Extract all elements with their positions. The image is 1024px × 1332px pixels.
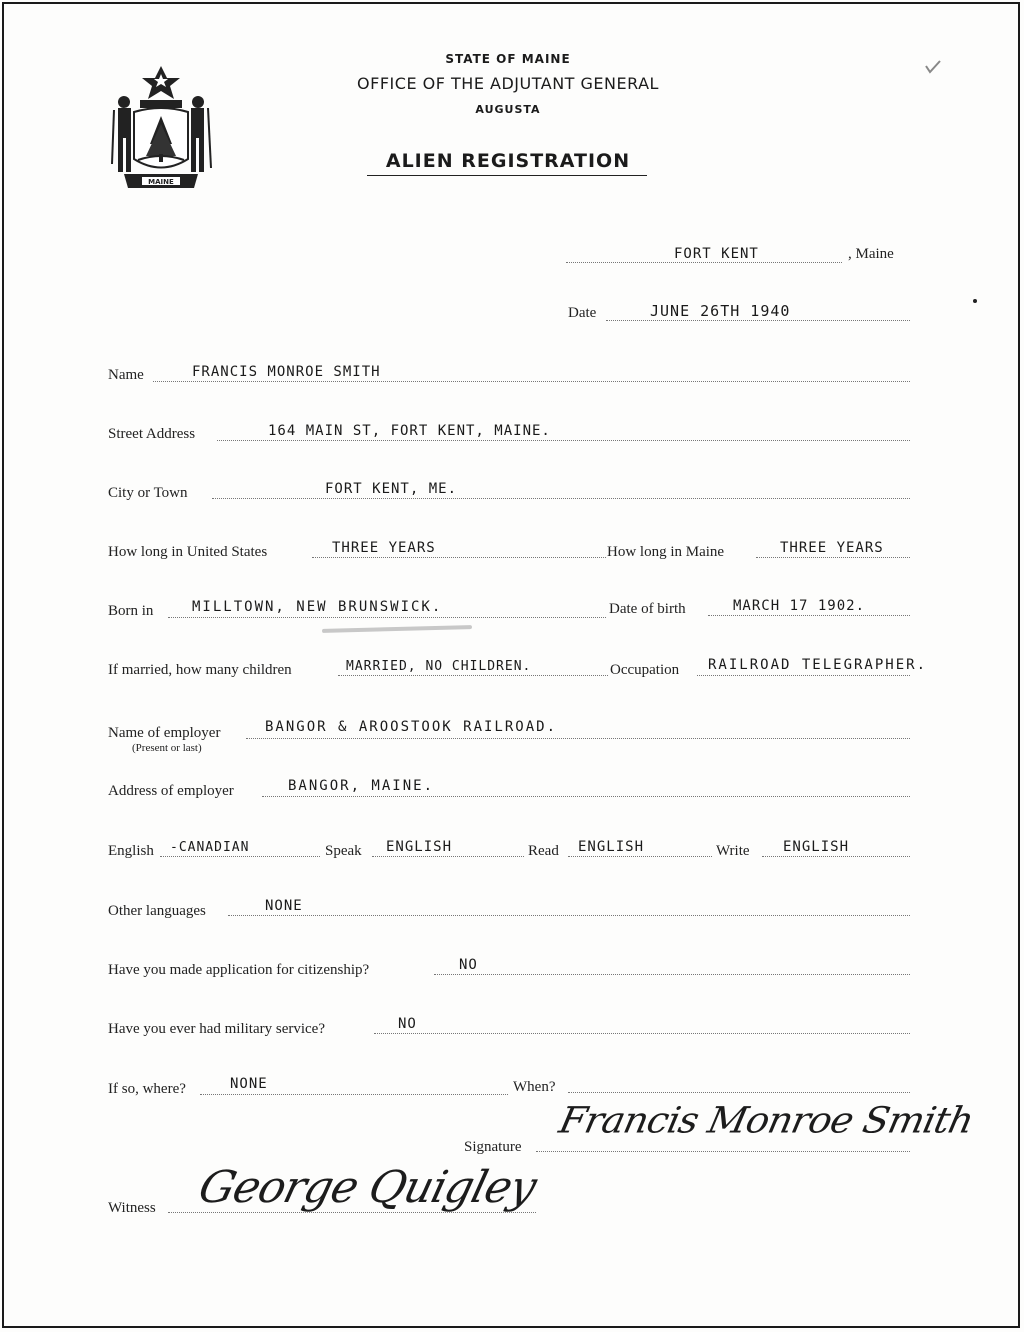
name-label: Name bbox=[108, 367, 144, 383]
other-languages-line bbox=[228, 915, 910, 916]
us-duration-label: How long in United States bbox=[108, 544, 268, 560]
military-value: NO bbox=[398, 1016, 417, 1032]
dob-line bbox=[708, 615, 910, 616]
speak-label: Speak bbox=[325, 843, 362, 859]
date-label: Date bbox=[568, 305, 597, 321]
employer-address-line bbox=[262, 796, 910, 797]
where-label: If so, where? bbox=[108, 1081, 186, 1097]
dob-label: Date of birth bbox=[609, 601, 686, 617]
witness-value: George Quigley bbox=[193, 1162, 541, 1213]
city-label: City or Town bbox=[108, 485, 188, 501]
dob-value: MARCH 17 1902. bbox=[733, 598, 866, 614]
born-value: MILLTOWN, NEW BRUNSWICK. bbox=[192, 599, 443, 615]
read-line bbox=[568, 856, 712, 857]
town-value: FORT KENT bbox=[674, 246, 759, 262]
city-line bbox=[212, 498, 910, 499]
english-label: English bbox=[108, 843, 154, 859]
occupation-label: Occupation bbox=[610, 662, 680, 678]
occupation-line bbox=[697, 675, 910, 676]
check-mark-icon bbox=[924, 58, 944, 76]
citizenship-value: NO bbox=[459, 957, 478, 973]
employer-line bbox=[246, 738, 910, 739]
write-label: Write bbox=[716, 843, 750, 859]
write-line bbox=[762, 856, 910, 857]
svg-text:MAINE: MAINE bbox=[148, 178, 174, 186]
read-value: ENGLISH bbox=[578, 839, 645, 855]
title-underline bbox=[367, 175, 647, 176]
children-line bbox=[338, 675, 608, 676]
header-office: OFFICE OF THE ADJUTANT GENERAL bbox=[357, 74, 659, 93]
date-value: JUNE 26TH 1940 bbox=[650, 302, 791, 320]
us-duration-line bbox=[312, 557, 606, 558]
born-label: Born in bbox=[108, 603, 154, 619]
signature-line bbox=[536, 1151, 910, 1152]
us-duration-value: THREE YEARS bbox=[332, 540, 436, 556]
maine-duration-line bbox=[756, 557, 910, 558]
maine-duration-label: How long in Maine bbox=[607, 544, 725, 560]
read-label: Read bbox=[528, 843, 559, 859]
street-label: Street Address bbox=[108, 426, 196, 442]
speak-line bbox=[372, 856, 524, 857]
street-value: 164 MAIN ST, FORT KENT, MAINE. bbox=[268, 423, 551, 439]
citizenship-label: Have you made application for citizenship? bbox=[108, 962, 370, 978]
ink-dot bbox=[973, 299, 977, 303]
born-line bbox=[168, 617, 606, 618]
name-line bbox=[153, 381, 910, 382]
header-city: AUGUSTA bbox=[475, 103, 541, 116]
write-value: ENGLISH bbox=[783, 839, 850, 855]
witness-label: Witness bbox=[108, 1200, 156, 1216]
where-value: NONE bbox=[230, 1076, 268, 1092]
where-line bbox=[200, 1094, 508, 1095]
signature-value: Francis Monroe Smith bbox=[555, 1099, 977, 1141]
military-label: Have you ever had military service? bbox=[108, 1021, 325, 1037]
name-value: FRANCIS MONROE SMITH bbox=[192, 364, 381, 380]
when-line bbox=[568, 1092, 910, 1093]
signature-label: Signature bbox=[464, 1139, 522, 1155]
other-languages-value: NONE bbox=[265, 898, 303, 914]
date-line bbox=[606, 320, 910, 321]
header-state: STATE OF MAINE bbox=[445, 52, 571, 66]
employer-address-value: BANGOR, MAINE. bbox=[288, 778, 435, 794]
form-title: ALIEN REGISTRATION bbox=[385, 150, 631, 172]
city-value: FORT KENT, ME. bbox=[325, 481, 458, 497]
employer-value: BANGOR & AROOSTOOK RAILROAD. bbox=[265, 719, 558, 735]
town-suffix: , Maine bbox=[848, 246, 894, 262]
maine-duration-value: THREE YEARS bbox=[780, 540, 884, 556]
occupation-value: RAILROAD TELEGRAPHER. bbox=[708, 657, 928, 673]
town-line bbox=[566, 262, 842, 263]
children-label: If married, how many children bbox=[108, 662, 292, 678]
english-value: -CANADIAN bbox=[170, 840, 250, 855]
when-label: When? bbox=[513, 1079, 556, 1095]
employer-address-label: Address of employer bbox=[108, 783, 234, 799]
children-value: MARRIED, NO CHILDREN. bbox=[346, 659, 532, 674]
english-line bbox=[160, 856, 320, 857]
street-line bbox=[217, 440, 910, 441]
employer-label: Name of employer bbox=[108, 725, 221, 741]
other-languages-label: Other languages bbox=[108, 903, 206, 919]
military-line bbox=[374, 1033, 910, 1034]
citizenship-line bbox=[434, 974, 910, 975]
employer-sublabel: (Present or last) bbox=[132, 742, 202, 754]
speak-value: ENGLISH bbox=[386, 839, 453, 855]
